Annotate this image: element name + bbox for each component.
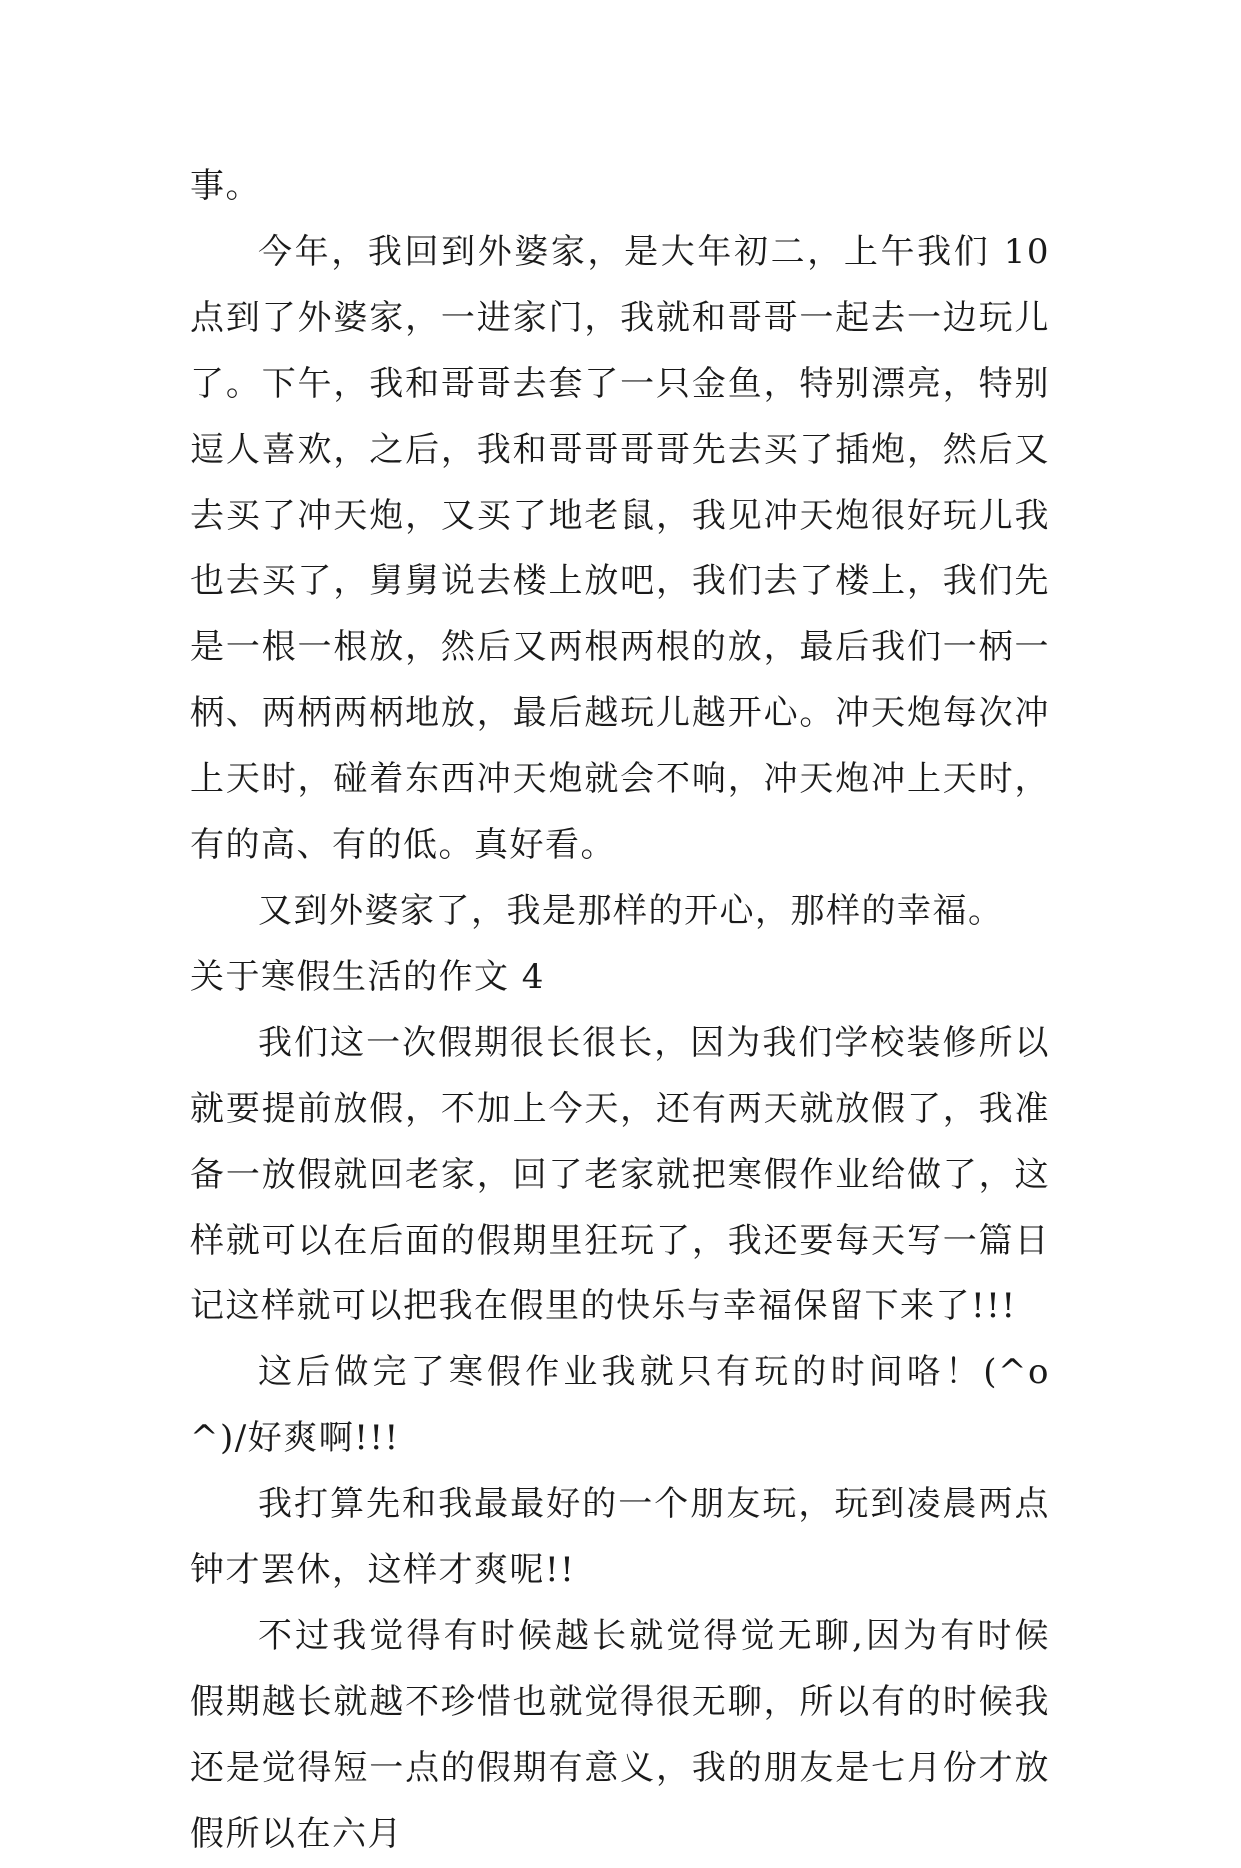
essay-heading: 关于寒假生活的作文 4 bbox=[190, 956, 545, 997]
paragraph-continuation: 事。 bbox=[190, 166, 261, 206]
paragraph: 我们这一次假期很长很长，因为我们学校装修所以就要提前放假，不加上今天，还有两天就放假了，我准备一放假就回老家，回了老家就把寒假作业给做了，这样就可以在后面的假期里狂玩了，我还要每天写一篇日记这样就可以把我在假里的快乐与幸福保留下来了!!! bbox=[190, 1022, 1050, 1327]
paragraph: 今年，我回到外婆家，是大年初二，上午我们 10 点到了外婆家，一进家门，我就和哥哥一起去一边玩儿了。下午，我和哥哥去套了一只金鱼，特别漂亮，特别逗人喜欢，之后，我和哥哥哥哥先去买了插炮，然后又去买了冲天炮，又买了地老鼠，我见冲天炮很好玩儿我也去买了，舅舅说去楼上放吧，我们去了楼上，我们先是一根一根放，然后又两根两根的放，最后我们一柄一柄、两柄两柄地放，最后越玩儿越开心。冲天炮每次冲上天时，碰着东西冲天炮就会不响，冲天炮冲上天时，有的高、有的低。真好看。 bbox=[190, 231, 1050, 866]
paragraph: 不过我觉得有时候越长就觉得觉无聊,因为有时候假期越长就越不珍惜也就觉得很无聊，所以有的时候我还是觉得短一点的假期有意义，我的朋友是七月份才放假所以在六月 bbox=[190, 1615, 1050, 1854]
paragraph: 我打算先和我最最好的一个朋友玩，玩到凌晨两点钟才罢休，这样才爽呢!! bbox=[190, 1484, 1050, 1591]
paragraph: 又到外婆家了，我是那样的开心，那样的幸福。 bbox=[258, 890, 1004, 931]
paragraph: 这后做完了寒假作业我就只有玩的时间咯！(^o^)/好爽啊!!! bbox=[190, 1352, 1050, 1459]
essay-body bbox=[190, 154, 1050, 1868]
